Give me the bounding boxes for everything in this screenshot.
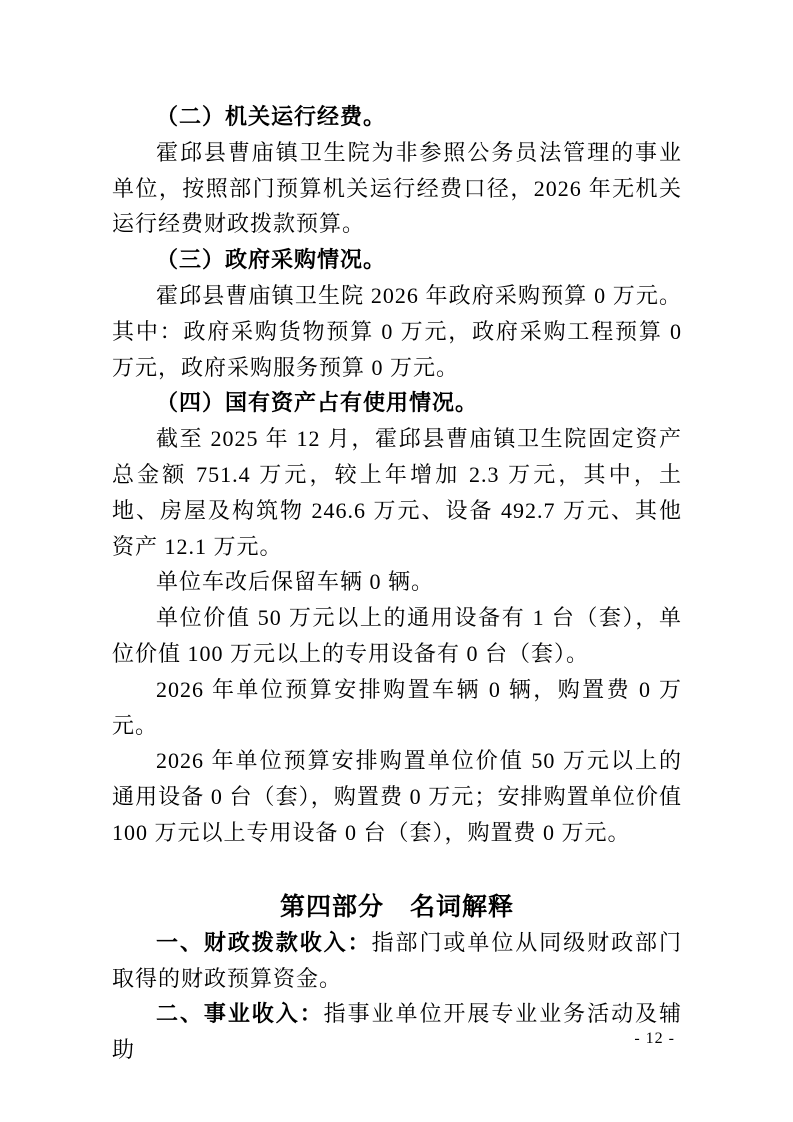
paragraph-vehicle-purchase-budget: 2026 年单位预算安排购置车辆 0 辆，购置费 0 万元。 <box>112 676 682 738</box>
paragraph-retained-vehicles: 单位车改后保留车辆 0 辆。 <box>156 569 435 595</box>
term-definition-fiscal-appropriation-income <box>112 925 682 997</box>
paragraph-fixed-assets: 截至 2025 年 12 月，霍邱县曹庙镇卫生院固定资产总金额 751.4 万元，较上年增加 2.3 万元，其中，土地、房屋及构筑物 246.6 万元、设备 492.7 万元、其他资产 12.1 万元。 <box>112 426 682 559</box>
page-number: - 12 - <box>634 1030 675 1047</box>
term-label: 一、财政拨款收入： <box>156 929 372 955</box>
paragraph-equipment-purchase-budget: 2026 年单位预算安排购置单位价值 50 万元以上的通用设备 0 台（套），购置费 0 万元；安排购置单位价值 100 万元以上专用设备 0 台（套），购置费 0 万元。 <box>112 748 682 845</box>
paragraph-procurement: 霍邱县曹庙镇卫生院 2026 年政府采购预算 0 万元。其中：政府采购货物预算 0 万元，政府采购工程预算 0 万元，政府采购服务预算 0 万元。 <box>112 282 682 380</box>
page-content <box>112 99 682 1068</box>
heading-section-4-state-assets: （四）国有资产占有使用情况。 <box>156 390 479 416</box>
term-label: 二、事业收入： <box>156 1001 324 1027</box>
term-definition-operational-income <box>112 996 682 1068</box>
heading-section-3-procurement: （三）政府采购情况。 <box>156 247 387 273</box>
paragraph-operating-funds: 霍邱县曹庙镇卫生院为非参照公务员法管理的事业单位，按照部门预算机关运行经费口径，2026 年无机关运行经费财政拨款预算。 <box>112 139 682 237</box>
part4-title: 第四部分 名词解释 <box>279 892 514 921</box>
term-definition-text: 指事业单位开展专业业务活动及辅助 <box>112 1001 682 1063</box>
term-definition-text: 指部门或单位从同级财政部门取得的财政预算资金。 <box>112 929 682 991</box>
heading-section-2-operating-funds: （二）机关运行经费。 <box>156 104 387 129</box>
paragraph-equipment-counts: 单位价值 50 万元以上的通用设备有 1 台（套），单位价值 100 万元以上的专用设备有 0 台（套）。 <box>112 605 682 666</box>
